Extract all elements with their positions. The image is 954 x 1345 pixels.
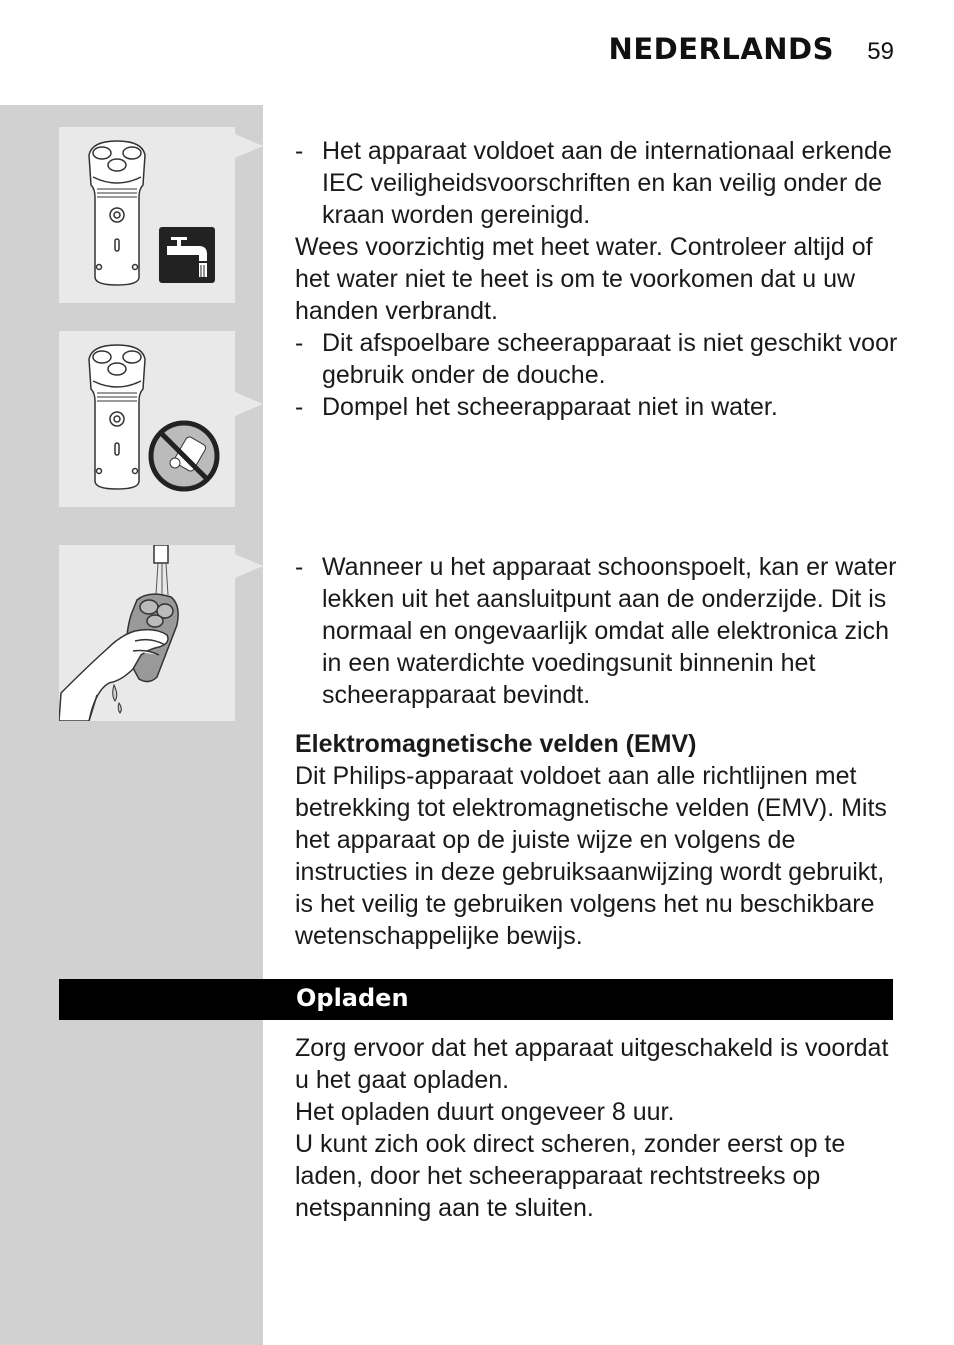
charging-paragraph-3: U kunt zich ook direct scheren, zonder eerst op te laden, door het scheerapparaat rechtstreeks op netspanning aan te sluiten. xyxy=(295,1130,846,1222)
section-title: Opladen xyxy=(296,984,409,1012)
callout-pointer xyxy=(235,554,263,578)
section-header-bar xyxy=(59,979,893,1020)
charging-text-block xyxy=(295,1032,905,1224)
callout-pointer xyxy=(235,134,263,158)
rinsing-leak-text: Wanneer u het apparaat schoonspoelt, kan er water lekken uit het aansluitpunt aan de onderzijde. Dit is normaal en ongevaarlijk omdat alle elektronica zich in een waterdichte voedingsunit binnenin het scheerapparaat bevindt. xyxy=(322,553,897,709)
shower-warning-text: Dit afspoelbare scheerapparaat is niet geschikt voor gebruik onder de douche. xyxy=(322,329,898,389)
language-header: NEDERLANDS xyxy=(608,32,834,66)
safety-text-block xyxy=(295,135,905,423)
bullet-dash: - xyxy=(295,393,304,421)
callout-pointer xyxy=(235,392,263,416)
rinsing-emv-text-block xyxy=(295,551,905,952)
iec-safety-text: Het apparaat voldoet aan de internationaal erkende IEC veiligheidsvoorschriften en kan veilig onder de kraan worden gereinigd. xyxy=(322,137,892,229)
shaver-tap-illustration xyxy=(59,127,235,303)
bullet-item xyxy=(295,135,905,231)
immerse-warning-text: Dompel het scheerapparaat niet in water. xyxy=(322,393,778,421)
no-shower-illustration xyxy=(59,331,235,507)
rinsing-shaver-illustration xyxy=(59,545,235,721)
charging-paragraph-1: Zorg ervoor dat het apparaat uitgeschakeld is voordat u het gaat opladen. xyxy=(295,1034,889,1094)
page-number: 59 xyxy=(867,38,894,65)
bullet-item xyxy=(295,551,905,711)
emv-paragraph: Dit Philips-apparaat voldoet aan alle richtlijnen met betrekking tot elektromagnetische velden (EMV). Mits het apparaat op de juiste wijze en volgens de instructies in deze gebruiksaanwijzing wordt gebruikt, is het veilig te gebruiken volgens het nu beschikbare wetenschappelijke bewijs. xyxy=(295,762,887,950)
charging-paragraph-2: Het opladen duurt ongeveer 8 uur. xyxy=(295,1098,675,1126)
bullet-item xyxy=(295,327,905,391)
bullet-item xyxy=(295,391,905,423)
emv-heading: Elektromagnetische velden (EMV) xyxy=(295,730,697,758)
bullet-dash: - xyxy=(295,137,304,165)
bullet-dash: - xyxy=(295,329,304,357)
hot-water-warning: Wees voorzichtig met heet water. Controleer altijd of het water niet te heet is om te voorkomen dat u uw handen verbrandt. xyxy=(295,233,873,325)
bullet-dash: - xyxy=(295,553,304,581)
